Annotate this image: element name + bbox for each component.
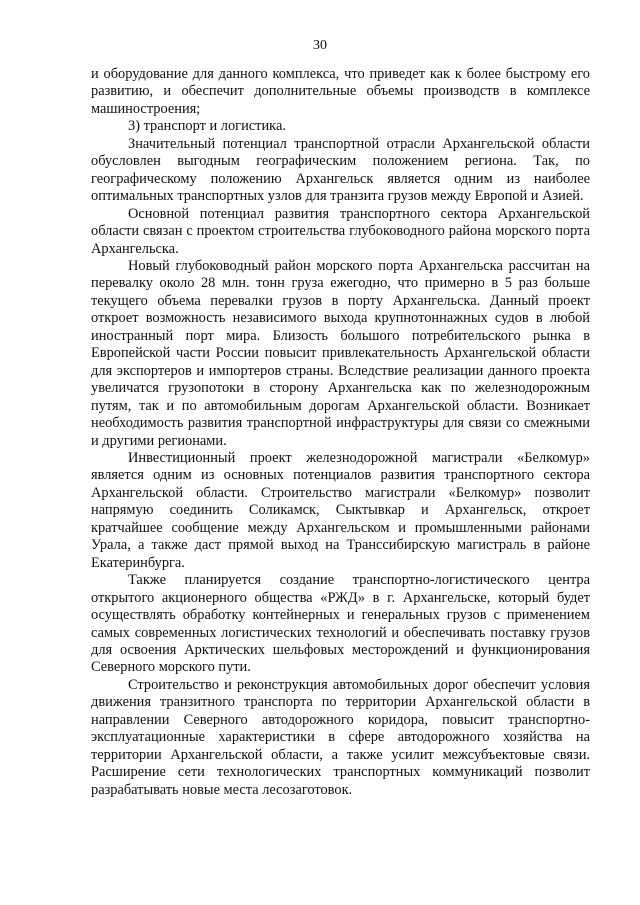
paragraph-logistics-center: Также планируется создание транспортно-логистического центра открытого акционерного общества «РЖД» в г. Архангельске, который будет осуществлять обработку контейнерных и генеральных грузов с применением самых современных логистических технологий и обеспечивать поставку грузов для освоения Арктических шельфовых месторождений и функционирования Северного морского пути. (91, 572, 590, 676)
paragraph-transport-potential: Значительный потенциал транспортной отрасли Архангельской области обусловлен выгодным географическим положением региона. Так, по географическому положению Архангельск является одним из наиболее оптимальных транспортных узлов для транзита грузов между Европой и Азией. (91, 135, 590, 205)
paragraph-list-item-transport: 3) транспорт и логистика. (128, 118, 286, 135)
page-number: 30 (313, 38, 327, 53)
paragraph-new-port-district: Новый глубоководный район морского порта Архангельска рассчитан на перевалку около 28 млн. тонн груза ежегодно, что примерно в 5 раз больше текущего объема перевалки грузов в порту Архангельска. Данный проект откроет возможность независимого выхода крупнотоннажных судов в любой иностранный порт мира. Близость большого потребительского рынка в Европейской части России повысит привлекательность Архангельской области для экспортеров и импортеров страны. Вследствие реализации данного проекта увеличатся грузопотоки в сторону Архангельска как по железнодорожным путям, так и по автомобильным дорогам Архангельской области. Возникает необходимость развития транспортной инфраструктуры для связи со смежными и другими регионами. (91, 257, 590, 449)
paragraph-road-construction: Строительство и реконструкция автомобильных дорог обеспечит условия движения транзитного транспорта по территории Архангельской области в направлении Северного автодорожного коридора, повысит транспортно-эксплуатационные характеристики в сфере автодорожного хозяйства на территории Архангельской области, а также усилит межсубъектовые связи. Расширение сети технологических транспортных коммуникаций позволит разрабатывать новые места лесозаготовок. (91, 676, 590, 798)
paragraph-belkomur: Инвестиционный проект железнодорожной магистрали «Белкомур» является одним из основных потенциалов развития транспортного сектора Архангельской области. Строительство магистрали «Белкомур» позволит напрямую соединить Соликамск, Сыктывкар и Архангельск, откроет кратчайшее сообщение между Архангельском и промышленными районами Урала, а также даст прямой выход на Транссибирскую магистраль в районе Екатеринбурга. (91, 449, 590, 571)
document-body (91, 66, 590, 799)
paragraph-continuation: и оборудование для данного комплекса, что приведет как к более быстрому его развитию, и обеспечит дополнительные объемы производств в комплексе машиностроения; (91, 66, 590, 117)
paragraph-deepwater-port: Основной потенциал развития транспортного сектора Архангельской области связан с проектом строительства глубоководного района морского порта Архангельска. (91, 205, 590, 257)
